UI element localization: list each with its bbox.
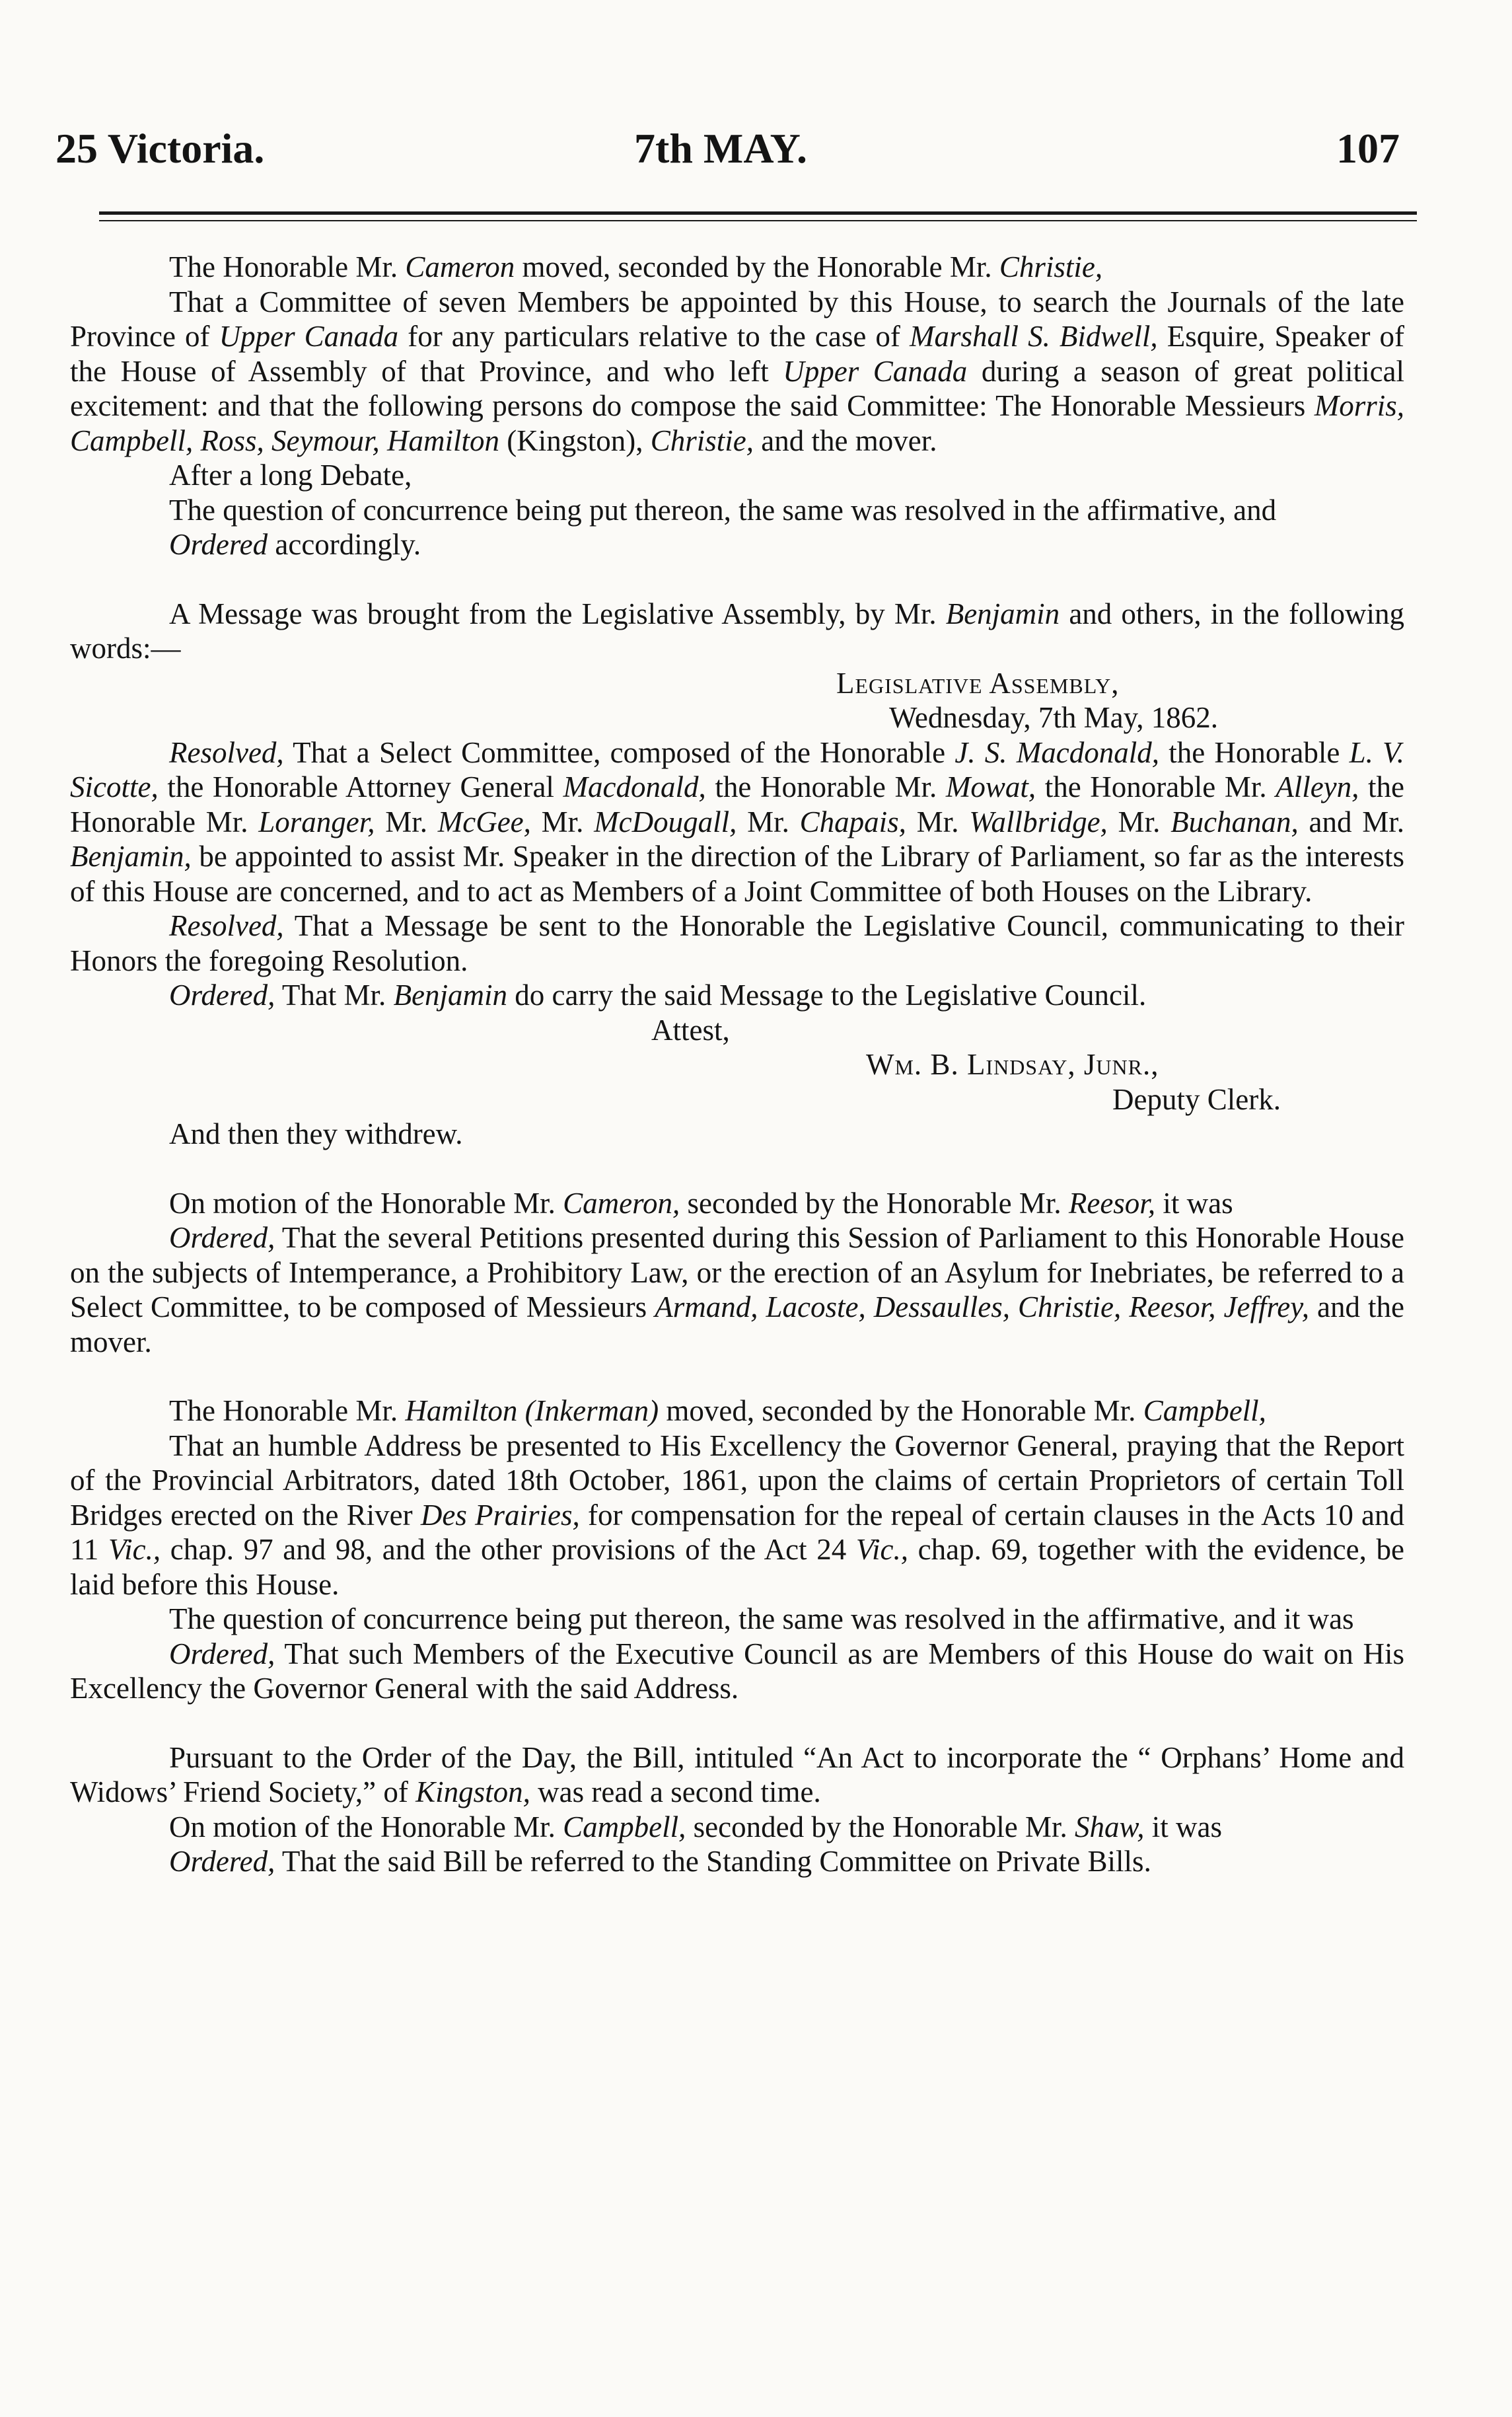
header-date: 7th MAY. — [634, 125, 807, 172]
message-resolution: Resolved, That a Message be sent to the Honorable the Legislative Council, communicating to their Honors the foregoing Resolution. — [70, 909, 1404, 977]
ordered-accordingly: Ordered accordingly. — [169, 528, 421, 561]
motion-hamilton: The Honorable Mr. Hamilton (Inkerman) moved, seconded by the Honorable Mr. Campbell, — [169, 1394, 1266, 1427]
concurrence-resolved: The question of concurrence being put thereon, the same was resolved in the affirmative, and — [169, 493, 1277, 527]
motion-cameron: The Honorable Mr. Cameron moved, seconded by the Honorable Mr. Christie, — [169, 250, 1103, 283]
message-order: Ordered, That Mr. Benjamin do carry the said Message to the Legislative Council. — [169, 979, 1147, 1012]
journal-body — [70, 250, 1404, 1879]
library-committee-resolution: Resolved, That a Select Committee, composed of the Honorable J. S. Macdonald, the Honorable L. V. Sicotte, the Honorable Attorney General Macdonald, the Honorable Mr. Mowat, the Honorable Mr. Alleyn, the Honorable Mr. Loranger, Mr. McGee, Mr. McDougall, Mr. Chapais, Mr. Wallbridge, Mr. Buchanan, and Mr. Benjamin, be appointed to assist Mr. Speaker in the direction of the Library of Parliament, so far as the interests of this House are concerned, and to act as Members of a Joint Committee of both Houses on the Library. — [70, 735, 1405, 908]
address-concurrence: The question of concurrence being put thereon, the same was resolved in the affirmative, and it was — [169, 1602, 1354, 1635]
withdrew-note: And then they withdrew. — [169, 1117, 463, 1150]
clerk-signature: Wm. B. Lindsay, Junr., — [866, 1048, 1159, 1081]
running-header — [0, 119, 1512, 198]
address-order: Ordered, That such Members of the Executive Council as are Members of this House do wait on His Excellency the Governor General with the said Address. — [70, 1637, 1404, 1705]
toll-bridges-address: That an humble Address be presented to His Excellency the Governor General, praying that the Report of the Provincial Arbitrators, dated 18th October, 1861, upon the claims of certain Proprietors of certain Toll Bridges erected on the River Des Prairies, for compensation for the repeal of certain clauses in the Acts 10 and 11 Vic., chap. 97 and 98, and the other provisions of the Act 24 Vic., chap. 69, together with the evidence, be laid before this House. — [70, 1429, 1404, 1601]
legislative-assembly-heading: Legislative Assembly, — [836, 666, 1120, 700]
attest-line: Attest, — [651, 1013, 730, 1047]
header-rule-thick — [99, 211, 1417, 215]
intemperance-petitions-order: Ordered, That the several Petitions presented during this Session of Parliament to this Honorable House on the subjects of Intemperance, a Prohibitory Law, or the erection of an Asylum for Inebriates, be referred to a Select Committee, to be composed of Messieurs Armand, Lacoste, Dessaulles, Christie, Reesor, Jeffrey, and the mover. — [70, 1221, 1404, 1358]
bidwell-committee-motion: That a Committee of seven Members be appointed by this House, to search the Journals of the late Province of Upper Canada for any particulars relative to the case of Marshall S. Bidwell, Esquire, Speaker of the House of Assembly of that Province, and who left Upper Canada during a season of great political excitement: and that the following persons do compose the said Committee: The Honorable Messieurs Morris, Campbell, Ross, Seymour, Hamilton (Kingston), Christie, and the mover. — [70, 285, 1405, 457]
debate-note: After a long Debate, — [169, 459, 412, 492]
header-session: 25 Victoria. — [55, 125, 265, 172]
page-number: 107 — [1336, 125, 1400, 172]
motion-intemperance: On motion of the Honorable Mr. Cameron, seconded by the Honorable Mr. Reesor, it was — [169, 1186, 1233, 1220]
assembly-message-intro: A Message was brought from the Legislative Assembly, by Mr. Benjamin and others, in the following words:— — [70, 597, 1404, 665]
message-date: Wednesday, 7th May, 1862. — [889, 701, 1218, 734]
motion-campbell: On motion of the Honorable Mr. Campbell, seconded by the Honorable Mr. Shaw, it was — [169, 1810, 1222, 1843]
orphans-home-bill: Pursuant to the Order of the Day, the Bill, intituled “An Act to incorporate the “ Orphans’ Home and Widows’ Friend Society,” of Kingston, was read a second time. — [70, 1740, 1404, 1808]
header-rule-thin — [99, 220, 1417, 221]
private-bills-order: Ordered, That the said Bill be referred to the Standing Committee on Private Bills. — [169, 1845, 1151, 1878]
clerk-title: Deputy Clerk. — [1112, 1082, 1281, 1116]
